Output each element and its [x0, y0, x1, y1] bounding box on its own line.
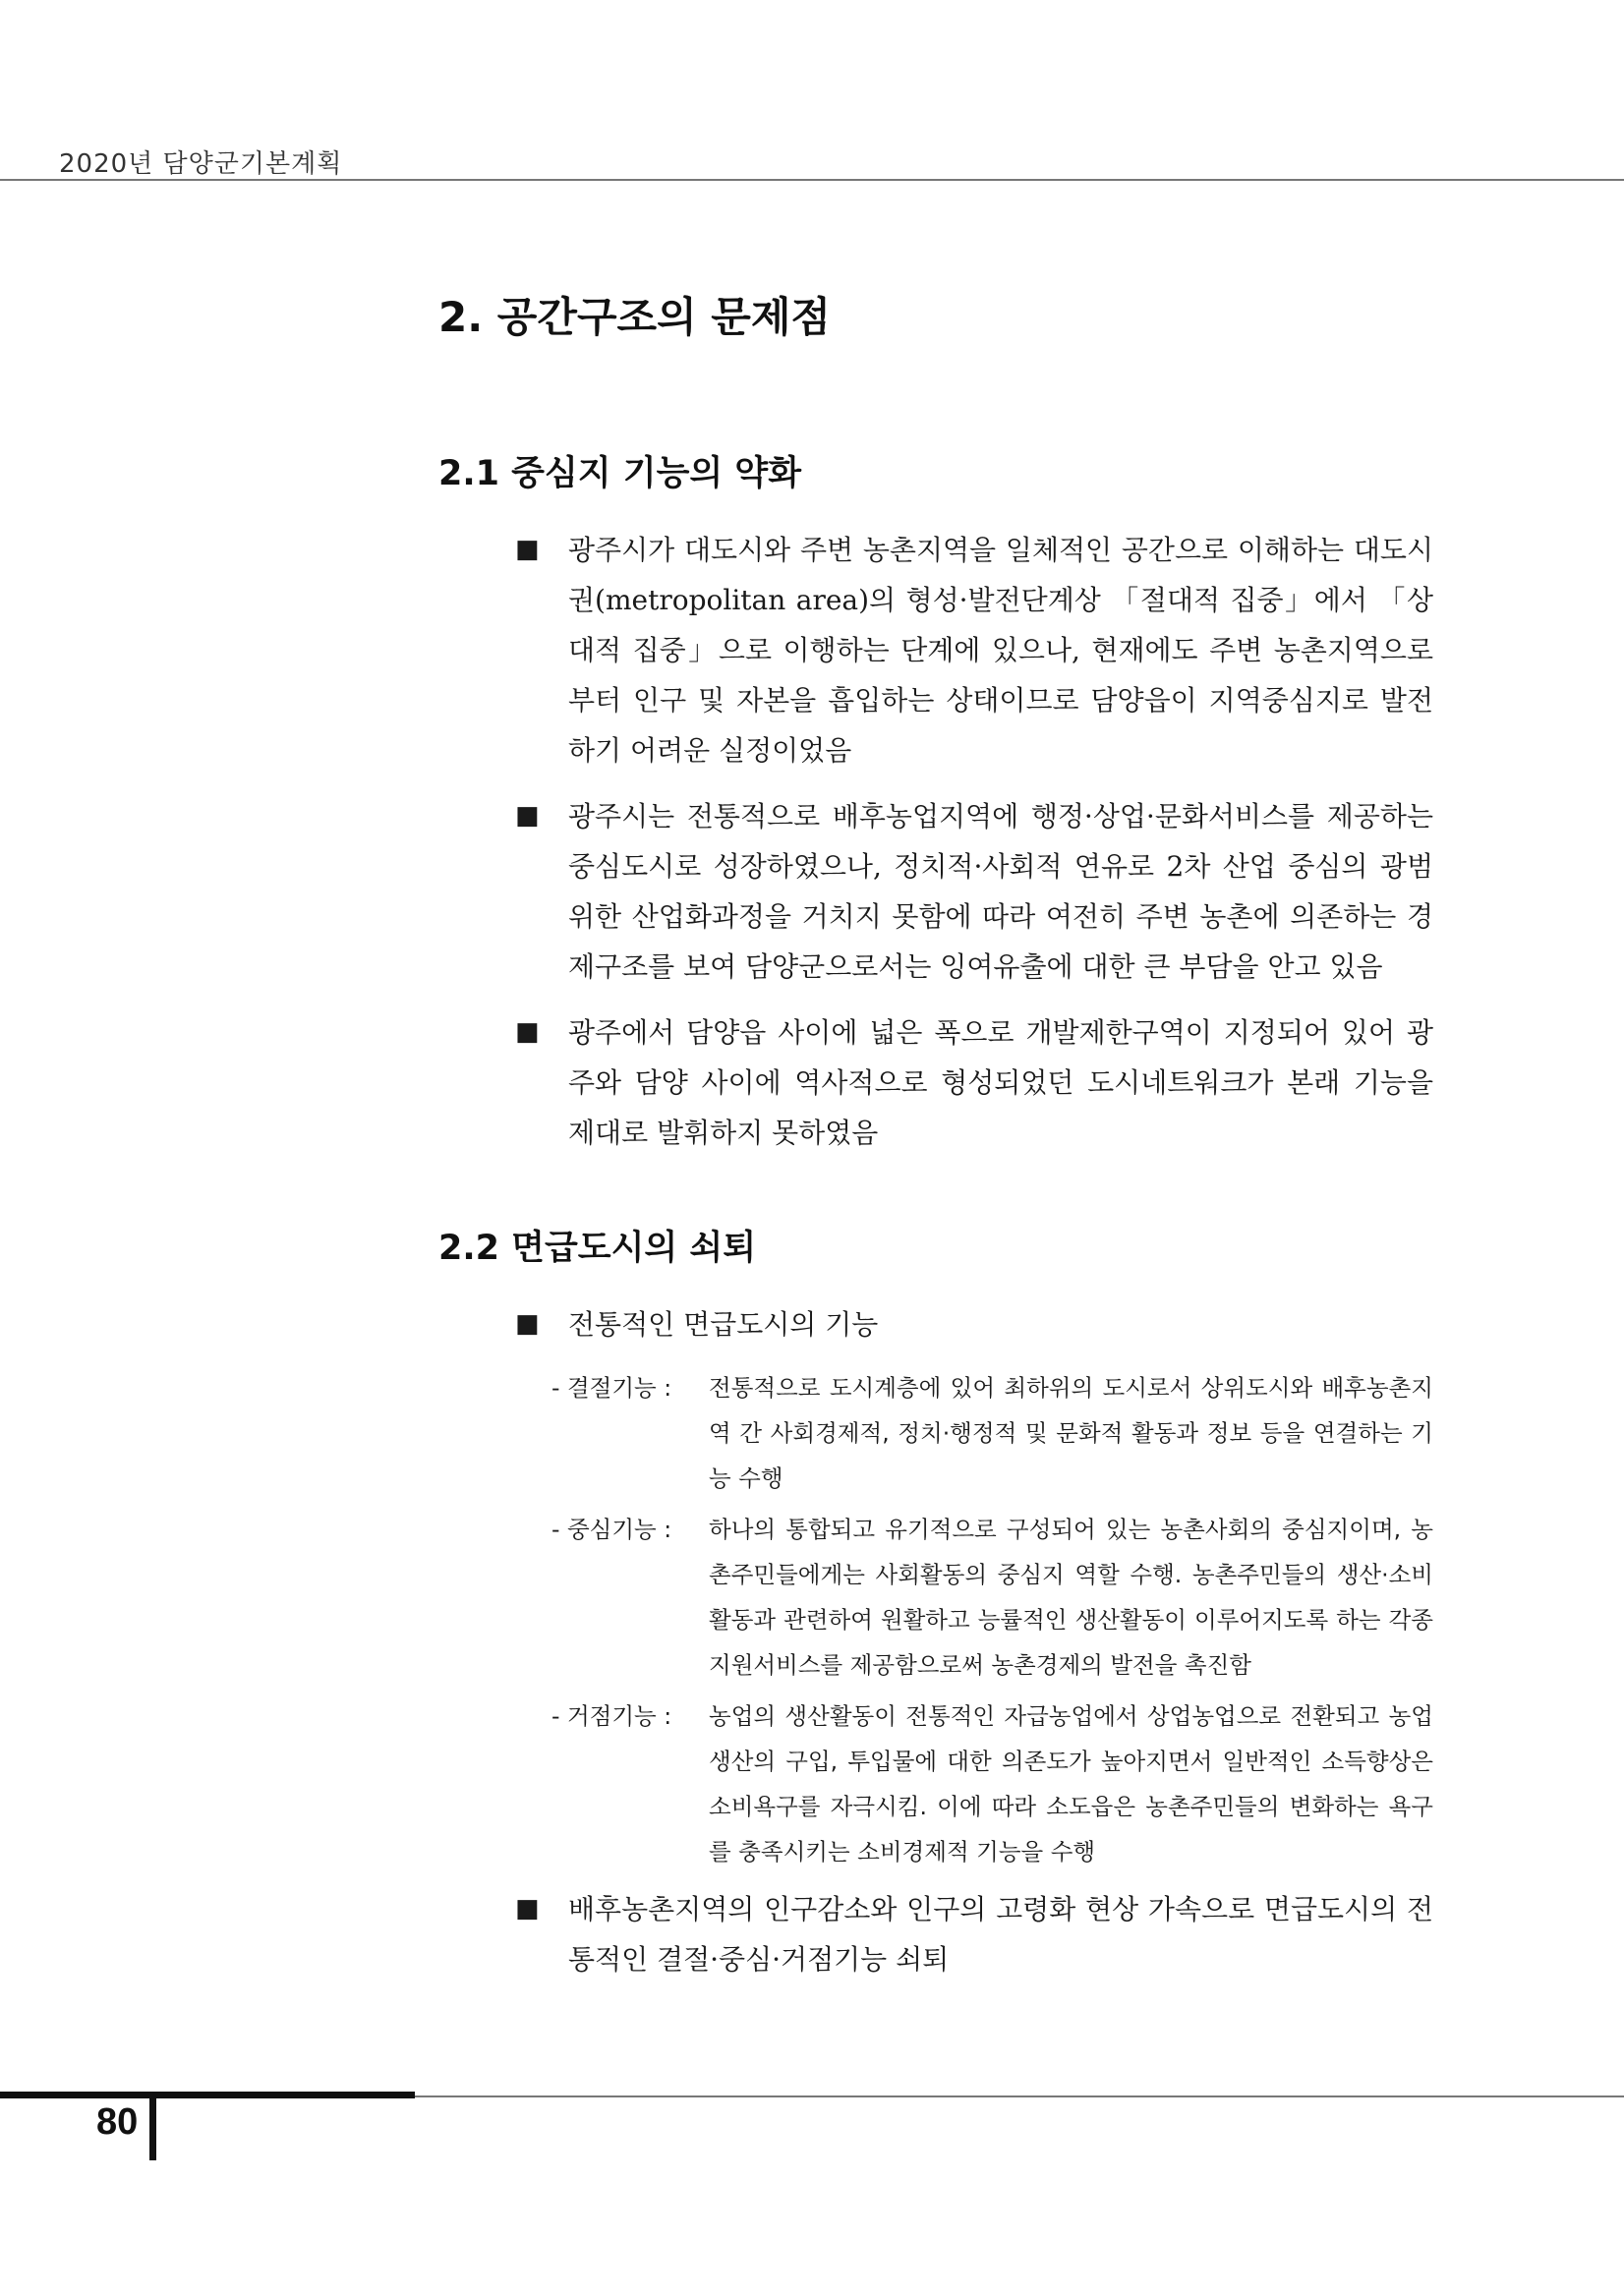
page-body — [438, 285, 1433, 2000]
square-bullet-icon: ■ — [515, 1894, 540, 1923]
square-bullet-icon: ■ — [515, 801, 540, 831]
sub-item-text: 전통적으로 도시계층에 있어 최하위의 도시로서 상위도시와 배후농촌지역 간 사회경제적, 정치·행정적 및 문화적 활동과 정보 등을 연결하는 기능 수행 — [709, 1374, 1433, 1492]
list-item-text: 전통적인 면급도시의 기능 — [568, 1308, 879, 1341]
list-item-text: 광주에서 담양읍 사이에 넓은 폭으로 개발제한구역이 지정되어 있어 광주와 담양 사이에 역사적으로 형성되었던 도시네트워크가 본래 기능을 제대로 발휘하지 못하였음 — [568, 1016, 1433, 1149]
sub-item-text: 하나의 통합되고 유기적으로 구성되어 있는 농촌사회의 중심지이며, 농촌주민들에게는 사회활동의 중심지 역할 수행. 농촌주민들의 생산·소비활동과 관련하여 원활하고 능률적인 생산활동이 이루어지도록 하는 각종 지원서비스를 제공함으로써 농촌경제의 발전을 촉진함 — [709, 1516, 1433, 1679]
list-item-text: 광주시는 전통적으로 배후농업지역에 행정·상업·문화서비스를 제공하는 중심도시로 성장하였으나, 정치적·사회적 연유로 2차 산업 중심의 광범위한 산업화과정을 거치지 못함에 따라 여전히 주변 농촌에 의존하는 경제구조를 보여 담양군으로서는 잉여유출에 대한 큰 부담을 안고 있음 — [568, 800, 1433, 983]
list-item-text: 배후농촌지역의 인구감소와 인구의 고령화 현상 가속으로 면급도시의 전통적인 결절·중심·거점기능 쇠퇴 — [568, 1893, 1433, 1976]
section-title: 2.2 면급도시의 쇠퇴 — [438, 1229, 757, 1268]
sub-item-label: - 중심기능 : — [551, 1516, 679, 1543]
chapter-title: 2. 공간구조의 문제점 — [438, 293, 831, 341]
running-header-title: 2020년 담양군기본계획 — [59, 149, 343, 179]
list-item-text: 광주시가 대도시와 주변 농촌지역을 일체적인 공간으로 이해하는 대도시권(metropolitan area)의 형성·발전단계상 「절대적 집중」에서 「상대적 집중」으로 이행하는 단계에 있으나, 현재에도 주변 농촌지역으로부터 인구 및 자본을 흡입하는 상태이므로 담양읍이 지역중심지로 발전하기 어려운 실정이었음 — [568, 534, 1433, 767]
list-item — [515, 791, 1433, 992]
sub-item-label: - 결절기능 : — [551, 1374, 679, 1402]
sub-list-item — [551, 1365, 1433, 1501]
footer-accent-bar — [0, 2092, 415, 2098]
section-title: 2.1 중심지 기능의 약화 — [438, 454, 802, 493]
list-item — [515, 1884, 1433, 1984]
list-item — [515, 1299, 1433, 1349]
list-item — [515, 1007, 1433, 1158]
header-divider — [0, 179, 1624, 181]
page-number: 80 — [96, 2101, 139, 2143]
page-number-marker — [149, 2097, 156, 2160]
sub-item-text: 농업의 생산활동이 전통적인 자급농업에서 상업농업으로 전환되고 농업생산의 구입, 투입물에 대한 의존도가 높아지면서 일반적인 소득향상은 소비욕구를 자극시킴. 이에 따라 소도읍은 농촌주민들의 변화하는 욕구를 충족시키는 소비경제적 기능을 수행 — [709, 1702, 1433, 1866]
sub-list-item — [551, 1693, 1433, 1874]
footer-divider — [415, 2095, 1624, 2097]
sub-list-item — [551, 1507, 1433, 1688]
square-bullet-icon: ■ — [515, 1017, 540, 1047]
list-item — [515, 525, 1433, 775]
sub-item-label: - 거점기능 : — [551, 1702, 679, 1730]
square-bullet-icon: ■ — [515, 535, 540, 564]
square-bullet-icon: ■ — [515, 1309, 540, 1339]
